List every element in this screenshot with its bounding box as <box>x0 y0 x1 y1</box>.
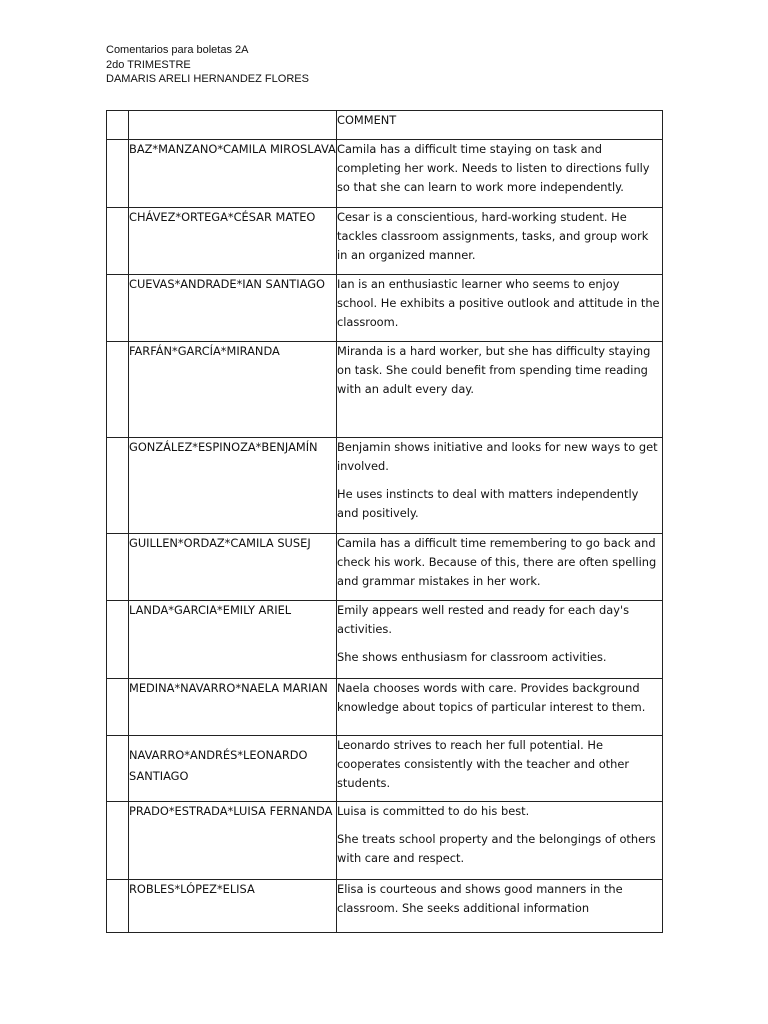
comment-text: He uses instincts to deal with matters independently and positively. <box>337 487 639 520</box>
comment-text: Camila has a difficult time remembering to go back and check his work. Because of this, there are often spelling and grammar mistakes in her work. <box>337 536 657 588</box>
comment-header: COMMENT <box>337 113 397 127</box>
student-name-cell <box>129 438 337 534</box>
student-name: FARFÁN*GARCÍA*MIRANDA <box>129 344 280 358</box>
comment-cell <box>337 438 663 534</box>
table-row <box>107 880 663 933</box>
comment-text: Miranda is a hard worker, but she has difficulty staying on task. She could benefit from spending time reading with an adult every day. <box>337 344 651 396</box>
comment-cell <box>337 140 663 208</box>
comment-text: Emily appears well rested and ready for each day's activities. <box>337 603 630 636</box>
table-row <box>107 438 663 534</box>
student-name-cell <box>129 208 337 275</box>
comment-cell <box>337 679 663 736</box>
header-teacher-name: DAMARIS ARELI HERNANDEZ FLORES <box>106 73 309 85</box>
comment-text: Camila has a difficult time staying on task and completing her work. Needs to listen to directions fully so that she can learn to work more independently. <box>337 142 650 194</box>
index-cell <box>107 534 129 601</box>
table-row <box>107 342 663 438</box>
student-name-cell <box>129 275 337 342</box>
table-row <box>107 208 663 275</box>
comment-cell <box>337 880 663 933</box>
table-row <box>107 534 663 601</box>
table-row <box>107 679 663 736</box>
comment-header-cell <box>337 111 663 140</box>
index-cell <box>107 208 129 275</box>
header-trimester: 2do TRIMESTRE <box>106 58 191 71</box>
index-cell <box>107 140 129 208</box>
student-name-cell <box>129 342 337 438</box>
student-name: CHÁVEZ*ORTEGA*CÉSAR MATEO <box>129 210 316 224</box>
comment-text: She shows enthusiasm for classroom activities. <box>337 650 607 664</box>
student-name-cell <box>129 736 337 802</box>
comment-text: Ian is an enthusiastic learner who seems to enjoy school. He exhibits a positive outlook and attitude in the classroom. <box>337 277 660 329</box>
index-cell <box>107 438 129 534</box>
student-name-cell <box>129 601 337 679</box>
table-header-row <box>107 111 663 140</box>
index-cell <box>107 736 129 802</box>
student-name: GUILLEN*ORDAZ*CAMILA SUSEJ <box>129 536 311 550</box>
comment-text: Benjamin shows initiative and looks for new ways to get involved. <box>337 440 658 473</box>
comment-text: She treats school property and the belongings of others with care and respect. <box>337 832 656 865</box>
table-row <box>107 601 663 679</box>
document-header <box>106 43 309 87</box>
header-title: Comentarios para boletas 2A <box>106 44 249 56</box>
comment-cell <box>337 534 663 601</box>
index-cell <box>107 111 129 140</box>
comment-text: Naela chooses words with care. Provides background knowledge about topics of particular interest to them. <box>337 681 646 714</box>
student-name-cell <box>129 802 337 880</box>
comment-cell <box>337 342 663 438</box>
table-row <box>107 140 663 208</box>
table-row <box>107 736 663 802</box>
table-row <box>107 802 663 880</box>
comment-text: Leonardo strives to reach her full potential. He cooperates consistently with the teacher and other students. <box>337 738 630 790</box>
student-name: PRADO*ESTRADA*LUISA FERNANDA <box>129 804 333 818</box>
index-cell <box>107 880 129 933</box>
student-name: MEDINA*NAVARRO*NAELA MARIAN <box>129 681 328 695</box>
student-name-cell <box>129 534 337 601</box>
comments-table <box>106 110 663 933</box>
student-name: ROBLES*LÓPEZ*ELISA <box>129 882 255 896</box>
comment-cell <box>337 208 663 275</box>
comment-cell <box>337 275 663 342</box>
student-name-cell <box>129 140 337 208</box>
student-name-cell <box>129 679 337 736</box>
index-cell <box>107 802 129 880</box>
comment-cell <box>337 736 663 802</box>
student-name: BAZ*MANZANO*CAMILA MIROSLAVA <box>129 142 336 156</box>
comment-cell <box>337 601 663 679</box>
student-name: CUEVAS*ANDRADE*IAN SANTIAGO <box>129 277 326 291</box>
student-name-cell <box>129 880 337 933</box>
comment-text: Luisa is committed to do his best. <box>337 804 530 818</box>
comment-text: Elisa is courteous and shows good manners in the classroom. She seeks additional information <box>337 882 623 915</box>
student-name: LANDA*GARCIA*EMILY ARIEL <box>129 603 292 617</box>
comment-cell <box>337 802 663 880</box>
student-name: GONZÁLEZ*ESPINOZA*BENJAMÍN <box>129 440 318 454</box>
index-cell <box>107 275 129 342</box>
comment-text: Cesar is a conscientious, hard-working student. He tackles classroom assignments, tasks, and group work in an organized manner. <box>337 210 649 262</box>
name-header-cell <box>129 111 337 140</box>
index-cell <box>107 679 129 736</box>
index-cell <box>107 601 129 679</box>
index-cell <box>107 342 129 438</box>
student-name: NAVARRO*ANDRÉS*LEONARDO SANTIAGO <box>129 748 308 783</box>
table-row <box>107 275 663 342</box>
